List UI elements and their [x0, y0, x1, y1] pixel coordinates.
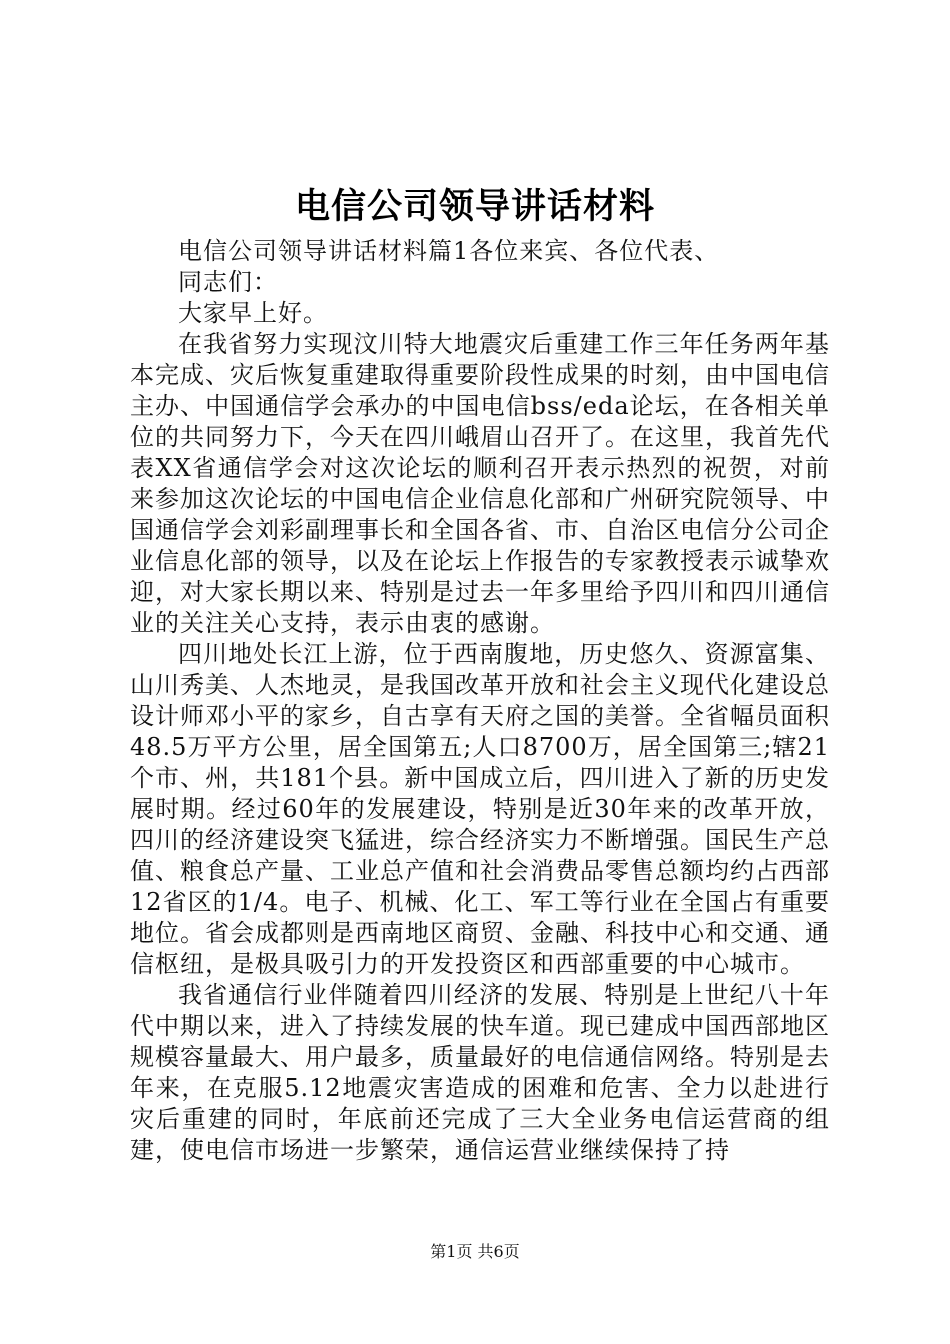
paragraph-forum: 在我省努力实现汶川特大地震灾后重建工作三年任务两年基本完成、灾后恢复重建取得重要阶段性成果的时刻，由中国电信主办、中国通信学会承办的中国电信bss/eda论坛，在各相关单位的共同努力下，今天在四川峨眉山召开了。在这里，我首先代表XX省通信学会对这次论坛的顺利召开表示热烈的祝贺，对前来参加这次论坛的中国电信企业信息化部和广州研究院领导、中国通信学会刘彩副理事长和全国各省、市、自治区电信分公司企业信息化部的领导，以及在论坛上作报告的专家教授表示诚挚欢迎，对大家长期以来、特别是过去一年多里给予四川和四川通信业的关注关心支持，表示由衷的感谢。: [130, 330, 830, 637]
document-body: [130, 236, 830, 1166]
paragraph-salutation: 同志们：: [178, 268, 278, 296]
document-title: 电信公司领导讲话材料: [294, 186, 655, 227]
paragraph-sichuan: 四川地处长江上游，位于西南腹地，历史悠久、资源富集、山川秀美、人杰地灵，是我国改革开放和社会主义现代化建设总设计师邓小平的家乡，自古享有天府之国的美誉。全省幅员面积48.5万平方公里，居全国第五;人口8700万，居全国第三;辖21个市、州，共181个县。新中国成立后，四川进入了新的历史发展时期。经过60年的发展建设，特别是近30年来的改革开放，四川的经济建设突飞猛进，综合经济实力不断增强。国民生产总值、粮食总产量、工业总产值和社会消费品零售总额均约占西部12省区的1/4。电子、机械、化工、军工等行业在全国占有重要地位。省会成都则是西南地区商贸、金融、科技中心和交通、通信枢纽，是极具吸引力的开发投资区和西部重要的中心城市。: [130, 640, 830, 978]
paragraph-greeting: 大家早上好。: [178, 299, 328, 327]
paragraph-telecom: 我省通信行业伴随着四川经济的发展、特别是上世纪八十年代中期以来，进入了持续发展的快车道。现已建成中国西部地区规模容量最大、用户最多，质量最好的电信通信网络。特别是去年来，在克服5.12地震灾害造成的困难和危害、全力以赴进行灾后重建的同时，年底前还完成了三大全业务电信运营商的组建，使电信市场进一步繁荣，通信运营业继续保持了持: [130, 981, 830, 1164]
paragraph-intro: 电信公司领导讲话材料篇1各位来宾、各位代表、: [178, 237, 720, 265]
page-number-footer: 第1页 共6页: [430, 1242, 520, 1261]
